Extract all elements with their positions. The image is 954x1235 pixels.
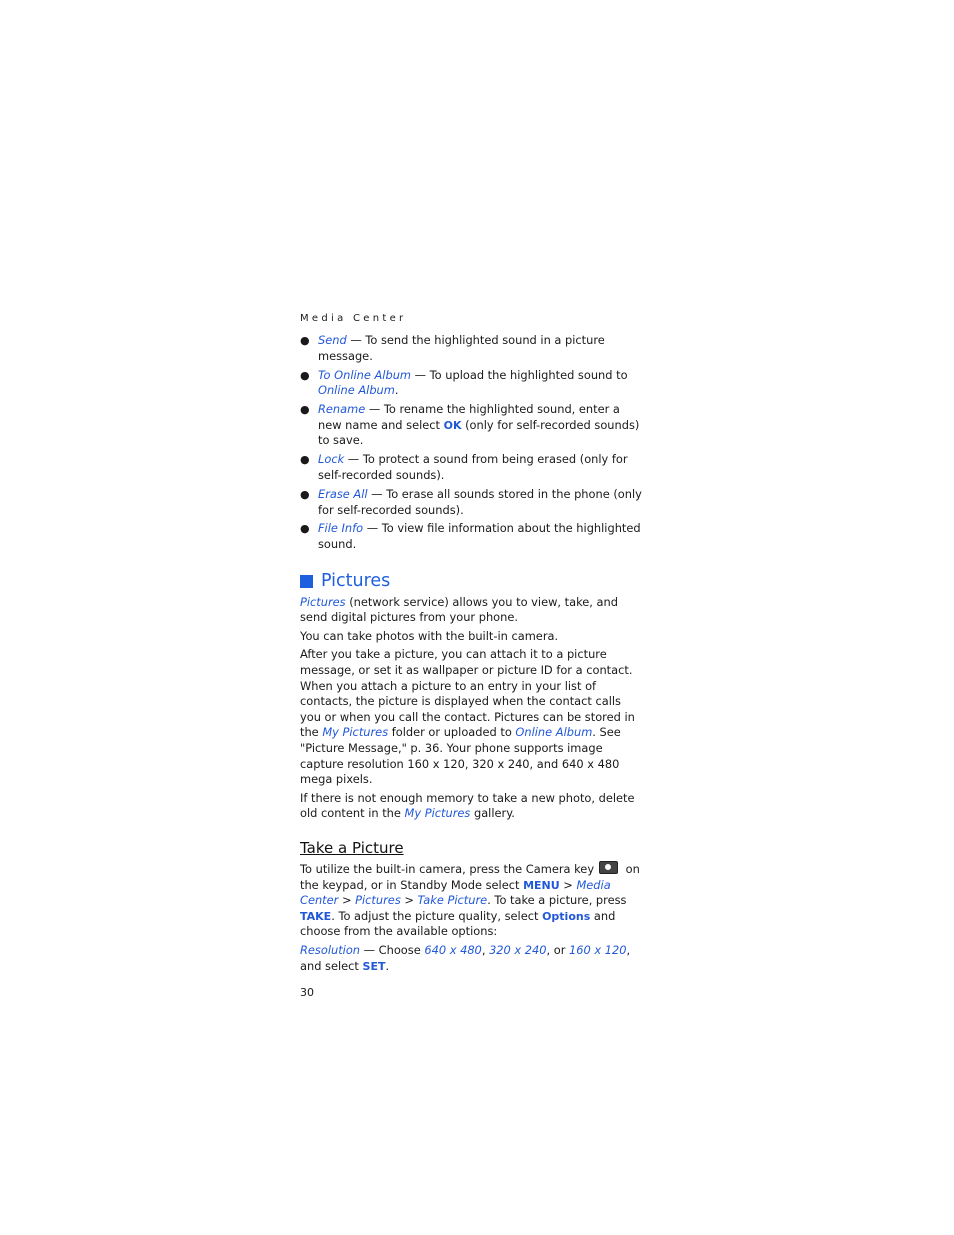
my-pictures-link[interactable]: My Pictures <box>404 806 471 821</box>
option-name: Rename <box>318 402 366 417</box>
separator: — <box>411 367 430 382</box>
page-number: 30 <box>300 986 314 1000</box>
separator: — <box>344 452 363 467</box>
online-album-link[interactable]: Online Album <box>515 725 593 740</box>
resolution-paragraph <box>300 943 645 974</box>
blue-square-icon <box>300 575 313 588</box>
option-description: To upload the highlighted sound to <box>429 367 628 382</box>
option-description-end: (only for self-recorded sounds) to save. <box>318 417 640 448</box>
list-item <box>300 368 645 399</box>
take-picture-paragraph <box>300 861 645 940</box>
separator: — <box>367 486 387 501</box>
paragraph-text: — Choose <box>360 942 425 957</box>
separator: > <box>400 893 418 908</box>
take-a-picture-heading: Take a Picture <box>300 838 404 857</box>
paragraph-text: If there is not enough memory to take a new photo, delete old content in the <box>300 790 635 821</box>
online-album-link[interactable]: Online Album <box>318 383 395 398</box>
pictures-paragraph-1 <box>300 595 645 626</box>
option-description: To send the highlighted sound in a picture message. <box>318 333 605 363</box>
separator: , or <box>546 942 570 957</box>
bullet-icon: ● <box>300 334 310 347</box>
resolution-option[interactable]: 640 x 480 <box>424 942 482 957</box>
list-item <box>300 402 645 449</box>
bullet-icon: ● <box>300 368 310 382</box>
take-key: TAKE <box>300 909 332 923</box>
list-item <box>300 521 645 552</box>
list-item <box>300 333 645 364</box>
separator: — <box>365 402 384 417</box>
pictures-heading <box>300 571 645 592</box>
separator: — <box>363 521 382 536</box>
bullet-icon: ● <box>300 453 310 467</box>
resolution-term: Resolution <box>300 942 361 957</box>
media-center-link[interactable]: Media Center <box>300 877 611 908</box>
paragraph-text: . See "Picture Message," p. 36. Your phone supports image capture resolution 160 x 120, 320 x 240, and 640 x 480 mega pixels. <box>300 725 621 787</box>
separator: , <box>481 942 490 957</box>
separator: — <box>346 333 366 347</box>
pictures-paragraph-4 <box>300 791 645 822</box>
take-picture-link[interactable]: Take Picture <box>417 893 488 908</box>
paragraph-text: To utilize the built-in camera, press the Camera key <box>300 861 595 876</box>
pictures-paragraph-3 <box>300 647 645 787</box>
bullet-icon: ● <box>300 522 310 536</box>
bullet-icon: ● <box>300 487 310 501</box>
paragraph-text: , and select <box>300 942 631 973</box>
section-header: Media Center <box>300 313 407 324</box>
resolution-option[interactable]: 160 x 120 <box>569 942 627 957</box>
pictures-term: Pictures <box>300 594 346 609</box>
list-item <box>300 487 645 518</box>
paragraph-text: After you take a picture, you can attach it to a picture message, or set it as wallpaper or picture ID for a contact. When you attach a picture to an entry in your list of contacts, the picture is displayed when the contact calls you or when you call the contact. Pictures can be stored in the <box>300 647 635 740</box>
options-key: Options <box>542 909 591 923</box>
option-name: Send <box>318 333 347 347</box>
option-name: File Info <box>318 521 364 536</box>
paragraph-text: on the keypad, or in Standby Mode select <box>300 861 640 892</box>
set-key: SET <box>362 959 386 973</box>
paragraph-text: . To adjust the picture quality, select <box>331 908 543 923</box>
option-description-end: . <box>394 383 399 398</box>
resolution-option[interactable]: 320 x 240 <box>489 942 547 957</box>
menu-key: MENU <box>523 878 560 892</box>
pictures-paragraph-2: You can take photos with the built-in camera. <box>300 628 559 643</box>
option-name: Lock <box>318 452 345 467</box>
paragraph-text: . To take a picture, press <box>487 893 627 908</box>
camera-key-icon <box>599 861 618 874</box>
option-description: To view file information about the highlighted sound. <box>318 521 641 552</box>
ok-key: OK <box>443 418 462 432</box>
paragraph-text: gallery. <box>470 806 515 821</box>
option-name: To Online Album <box>318 367 412 382</box>
option-description: To rename the highlighted sound, enter a new name and select <box>318 402 620 432</box>
pictures-heading-text: Pictures <box>321 570 391 591</box>
option-description: To erase all sounds stored in the phone (only for self-recorded sounds). <box>318 486 642 517</box>
list-item <box>300 452 645 483</box>
sound-options-list <box>300 333 645 553</box>
document-page <box>300 313 645 999</box>
option-description: To protect a sound from being erased (only for self-recorded sounds). <box>318 452 628 482</box>
paragraph-text: folder or uploaded to <box>388 725 516 740</box>
separator: > <box>559 877 577 892</box>
bullet-icon: ● <box>300 403 310 417</box>
paragraph-text: (network service) allows you to view, take, and send digital pictures from your phone. <box>300 594 618 625</box>
pictures-link[interactable]: Pictures <box>355 893 401 908</box>
option-name: Erase All <box>318 486 368 501</box>
paragraph-text: and choose from the available options: <box>300 908 616 939</box>
paragraph-text: . <box>385 958 390 973</box>
my-pictures-link[interactable]: My Pictures <box>322 725 389 740</box>
separator: > <box>338 893 356 908</box>
